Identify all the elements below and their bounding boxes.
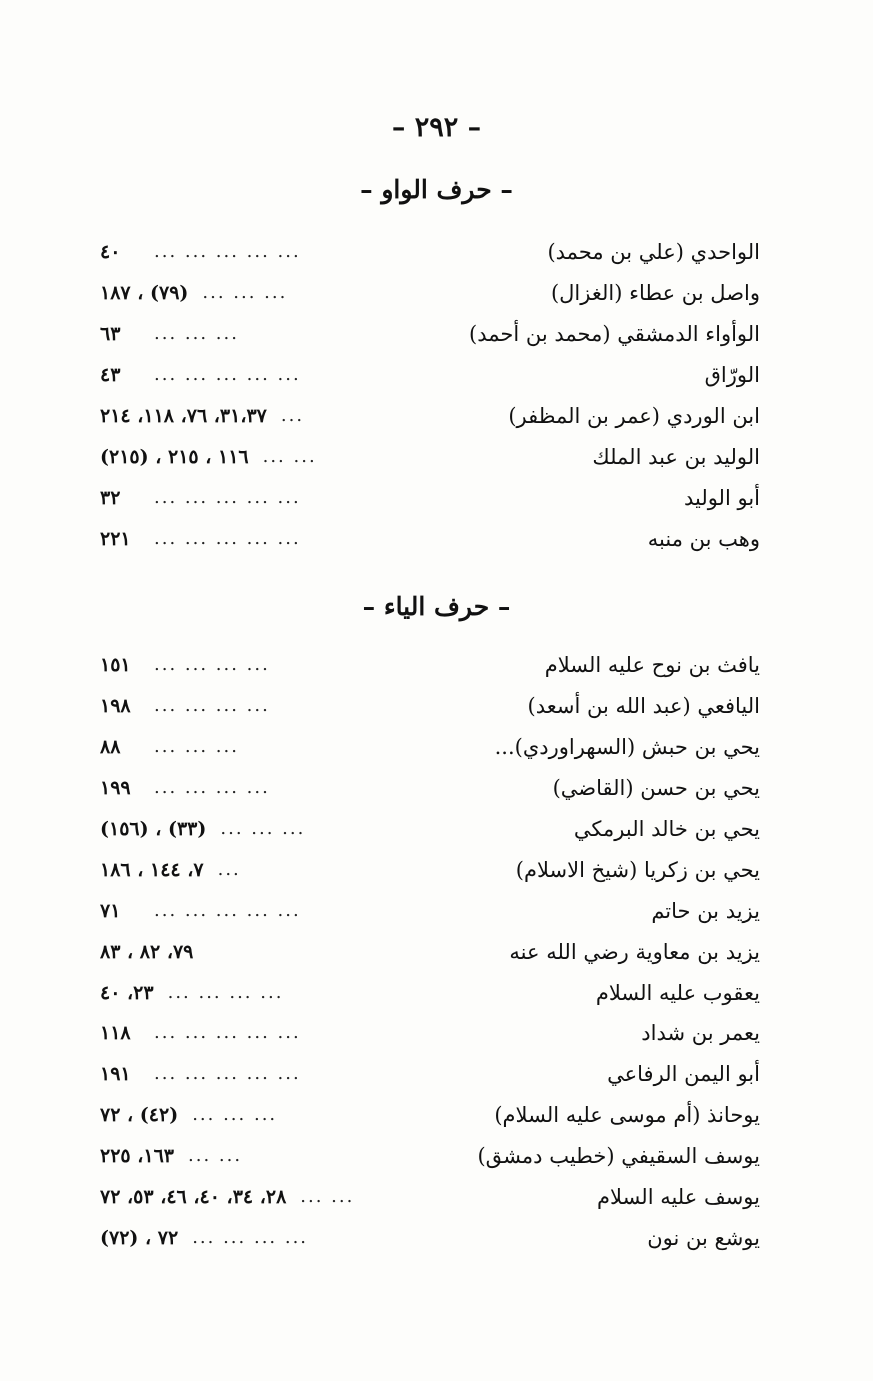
entry-pages: ٧٩، ٨٢ ، ٨٣ — [100, 940, 194, 963]
entry-name: الوليد بن عبد الملك — [592, 444, 760, 469]
index-entry — [100, 518, 760, 559]
entry-leader: ... ... ... ... ... — [154, 1022, 301, 1044]
entry-name: أبو اليمن الرفاعي — [607, 1062, 760, 1087]
entry-name: يوسف عليه السلام — [597, 1185, 760, 1210]
index-entry — [100, 809, 760, 850]
entry-leader: ... — [217, 858, 241, 880]
entry-pages: ١٩٩ — [100, 777, 131, 800]
entry-leader: ... ... ... ... ... — [154, 899, 301, 921]
entry-pages: ٢٨، ٣٤، ٤٠، ٤٦، ٥٣، ٧٢ — [100, 1186, 287, 1209]
entry-name: يوسف السقيفي (خطيب دمشق) — [477, 1144, 760, 1169]
index-entry — [100, 436, 760, 477]
entry-leader: ... ... — [188, 1145, 243, 1167]
entry-pages: ١٥١ — [100, 654, 131, 677]
index-entry — [100, 890, 760, 931]
page-number: – ٢٩٢ – — [391, 112, 482, 143]
section-title-ya: – حرف الياء – — [362, 592, 511, 621]
entry-pages: ١١٨ — [100, 1022, 131, 1045]
entry-pages: ٤٣ — [100, 364, 121, 387]
entry-leader: ... ... ... ... ... — [154, 527, 301, 549]
entry-leader: ... ... ... — [154, 736, 239, 758]
entry-name: يعمر بن شداد — [641, 1021, 760, 1046]
index-entry — [100, 1095, 760, 1136]
entry-name: يحي بن خالد البرمكي — [573, 817, 760, 841]
entry-pages: ١٩١ — [100, 1063, 131, 1086]
entry-name: يحي بن حبش (السهراوردي)... — [494, 735, 760, 760]
entry-pages: ١٩٨ — [100, 695, 131, 718]
entry-name: وهب بن منبه — [647, 526, 760, 551]
entry-pages: ٢٢١ — [100, 527, 131, 550]
entry-pages: (٤٢) ، ٧٢ — [100, 1104, 179, 1127]
entry-pages: ١٦٣، ٢٢٥ — [100, 1145, 174, 1168]
entry-name: يحي بن حسن (القاضي) — [552, 776, 760, 801]
index-entry — [100, 477, 760, 518]
entry-pages: ٣٢ — [100, 486, 121, 509]
index-entry — [100, 931, 760, 972]
index-entry — [100, 1217, 760, 1258]
entry-name: يزيد بن معاوية رضي الله عنه — [509, 939, 760, 964]
entry-leader: ... ... ... ... — [154, 654, 270, 676]
entry-leader: ... ... ... — [220, 818, 306, 839]
entry-pages: ٨٨ — [100, 736, 121, 759]
entry-name: الورّاق — [704, 363, 760, 388]
entry-leader: ... ... ... ... — [192, 1226, 309, 1248]
index-entry — [100, 645, 760, 686]
entry-leader: ... ... ... ... ... — [154, 486, 301, 508]
index-entry — [100, 355, 760, 396]
index-entry — [100, 273, 760, 314]
index-entry — [100, 232, 760, 273]
entry-leader: ... ... ... ... — [154, 695, 270, 717]
index-entry — [100, 314, 760, 355]
section-title-waw: – حرف الواو – — [360, 175, 513, 204]
entry-pages: ٢٣، ٤٠ — [100, 981, 154, 1004]
index-entry — [100, 1177, 760, 1218]
entry-pages: ٧٢ ، (٧٢) — [100, 1226, 179, 1249]
entry-pages: ٤٠ — [100, 241, 121, 264]
entry-leader: ... ... ... ... ... — [154, 364, 301, 386]
index-entry — [100, 1013, 760, 1054]
entry-pages: (٧٩) ، ١٨٧ — [100, 282, 189, 305]
entry-name: اليافعي (عبد الله بن أسعد) — [527, 694, 760, 719]
index-entry — [100, 686, 760, 727]
entry-pages: (٣٣) ، (١٥٦) — [100, 818, 207, 840]
entry-leader: ... — [280, 405, 305, 426]
index-entry — [100, 849, 760, 890]
entry-pages: ٧، ١٤٤ ، ١٨٦ — [100, 858, 204, 881]
entry-name: واصل بن عطاء (الغزال) — [550, 281, 760, 306]
entry-name: يوحانذ (أم موسى عليه السلام) — [494, 1103, 760, 1128]
entry-leader: ... ... ... — [192, 1104, 278, 1126]
entry-leader: ... ... ... ... ... — [154, 241, 301, 263]
entry-leader: ... ... ... ... ... — [154, 1063, 301, 1085]
index-entry — [100, 727, 760, 768]
entry-leader: ... ... ... — [202, 282, 288, 304]
entry-name: يعقوب عليه السلام — [595, 980, 760, 1005]
entry-leader: ... ... ... ... — [154, 777, 270, 799]
index-entry — [100, 1136, 760, 1177]
entry-leader: ... ... — [262, 445, 317, 467]
index-entry — [100, 972, 760, 1013]
entry-pages: ٧١ — [100, 899, 121, 922]
index-entry — [100, 768, 760, 809]
entry-pages: ٣١،٣٧، ٧٦، ١١٨، ٢١٤ — [100, 405, 267, 427]
entry-leader: ... ... — [300, 1186, 355, 1208]
entry-name: يزيد بن حاتم — [651, 898, 760, 923]
entry-pages: ٦٣ — [100, 323, 121, 346]
entry-name: أبو الوليد — [683, 485, 760, 510]
entry-name: يحي بن زكريا (شيخ الاسلام) — [515, 857, 760, 882]
entry-name: يوشع بن نون — [647, 1225, 760, 1250]
index-entry — [100, 396, 760, 437]
entry-leader: ... ... ... ... — [167, 981, 284, 1003]
entries-ya — [100, 645, 760, 1258]
entries-waw — [100, 232, 760, 559]
index-entry — [100, 1054, 760, 1095]
entry-leader: ... ... ... — [154, 323, 239, 345]
entry-name: الواحدي (علي بن محمد) — [547, 240, 760, 265]
entry-pages: ١١٦ ، ٢١٥ ، (٢١٥) — [100, 445, 249, 468]
entry-name: يافث بن نوح عليه السلام — [544, 653, 760, 678]
entry-name: ابن الوردي (عمر بن المظفر) — [508, 404, 760, 428]
entry-name: الوأواء الدمشقي (محمد بن أحمد) — [469, 322, 760, 347]
